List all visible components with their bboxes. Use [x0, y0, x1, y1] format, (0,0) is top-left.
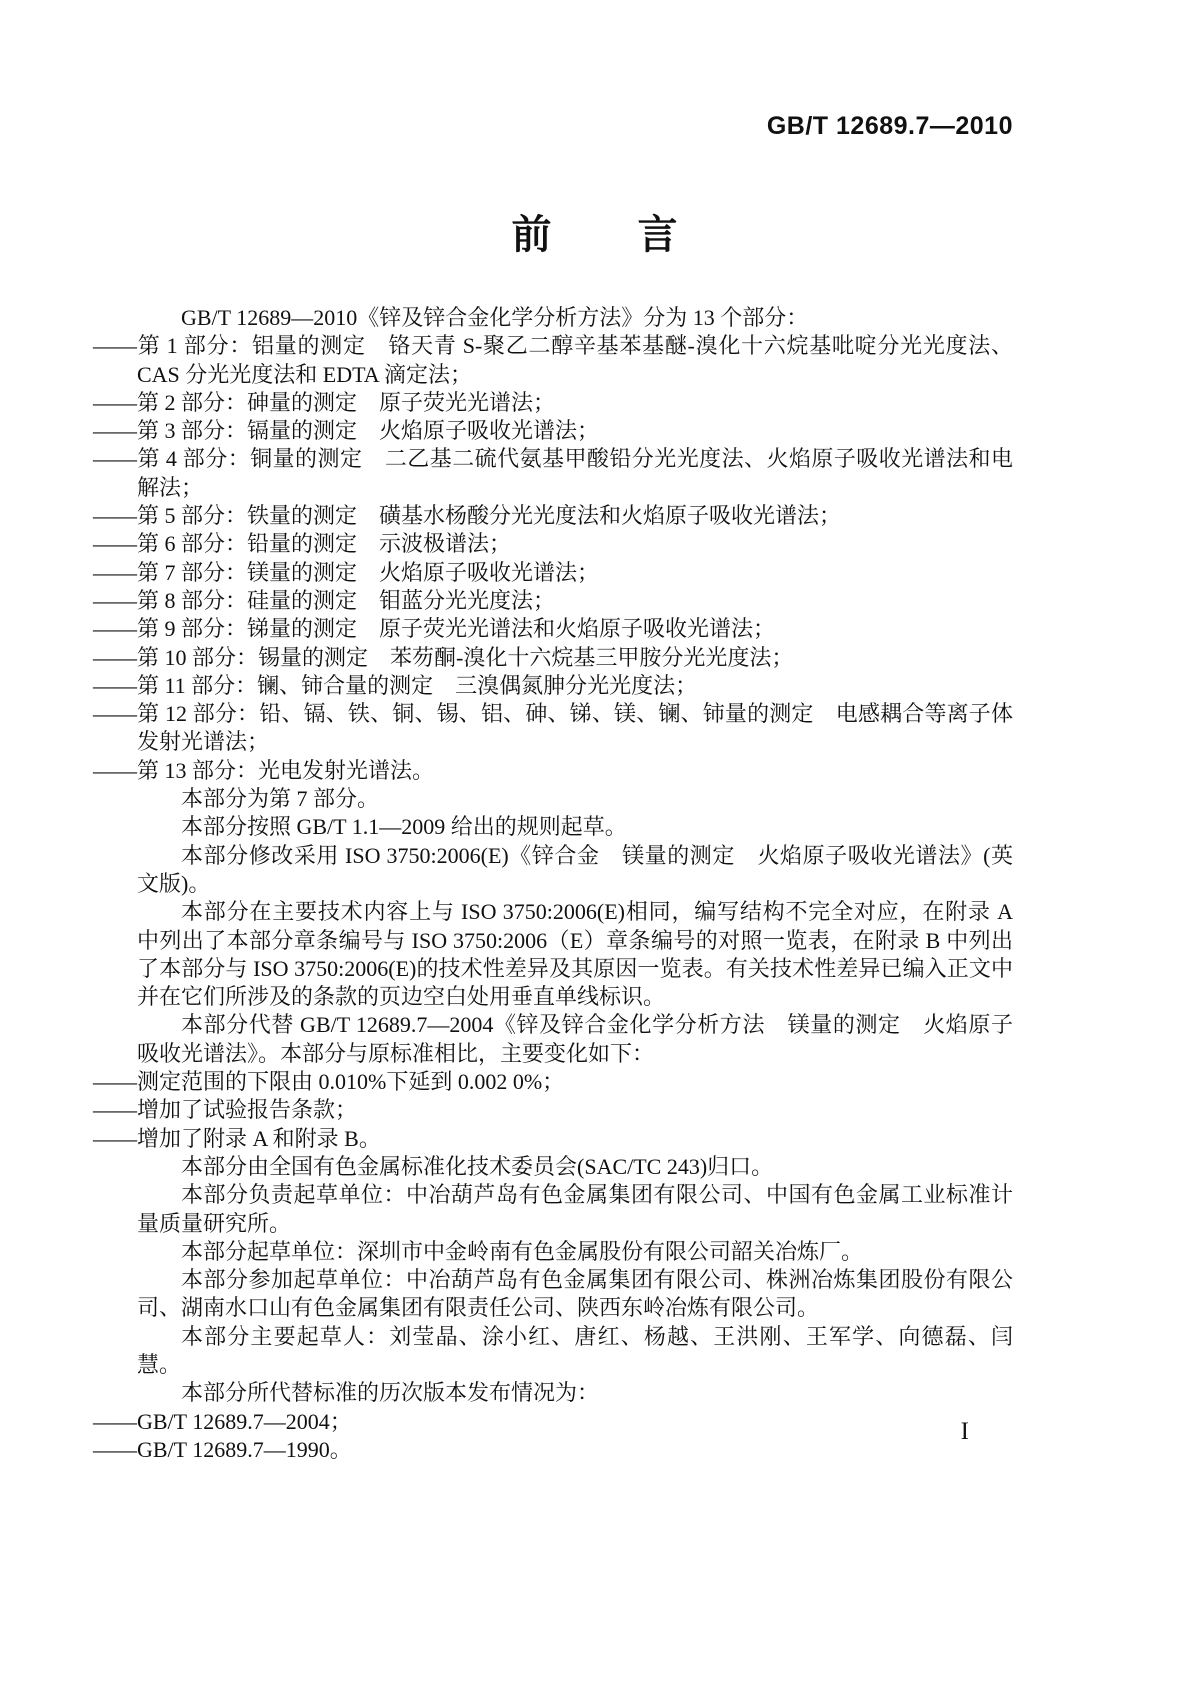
list-item-part-5: ——第 5 部分：铁量的测定 磺基水杨酸分光光度法和火焰原子吸收光谱法； [93, 503, 842, 529]
page-number: I [960, 1418, 969, 1445]
list-item-part-12: ——第 12 部分：铅、镉、铁、铜、锡、铝、砷、锑、镁、镧、铈量的测定 电感耦合等离子体 发射光谱法； [93, 701, 1036, 755]
list-item-edition-2004: ——GB/T 12689.7—2004； [93, 1408, 352, 1434]
page-title: 前 言 [511, 213, 680, 257]
list-item-change-3: ——增加了附录 A 和附录 B。 [93, 1125, 381, 1151]
list-item-part-1: ——第 1 部分：铝量的测定 铬天青 S-聚乙二醇辛基苯基醚-溴化十六烷基吡啶分光光度法、CAS 分光光度法和 EDTA 滴定法； [93, 333, 1013, 387]
paragraph-iso-differences: 本部分在主要技术内容上与 ISO 3750:2006(E)相同，编写结构不完全对应，在附录 A 中列出了本部分章条编号与 ISO 3750:2006（E）章条编号的对照一览表，在附录 B 中列出了本部分与 ISO 3750:2006(E)的技术性差异及其原因一览表。有关技术性差异已编入正文中并在它们所涉及的条款的页边空白处用垂直单线标识。 [137, 899, 1013, 1010]
list-item-part-7: ——第 7 部分：镁量的测定 火焰原子吸收光谱法； [93, 559, 600, 585]
list-item-edition-1990: ——GB/T 12689.7—1990。 [93, 1436, 352, 1462]
paragraph-drafters: 本部分主要起草人：刘莹晶、涂小红、唐红、杨越、王洪刚、王军学、向德磊、闫慧。 [137, 1323, 1013, 1377]
paragraph-drafting-rule: 本部分按照 GB/T 1.1—2009 给出的规则起草。 [181, 814, 627, 840]
paragraph-committee: 本部分由全国有色金属标准化技术委员会(SAC/TC 243)归口。 [181, 1153, 774, 1179]
list-item-part-4: ——第 4 部分：铜量的测定 二乙基二硫代氨基甲酸铅分光光度法、火焰原子吸收光谱法和电解法； [93, 446, 1013, 500]
paragraph-replaces: 本部分代替 GB/T 12689.7—2004《锌及锌合金化学分析方法 镁量的测定 火焰原子吸收光谱法》。本部分与原标准相比，主要变化如下： [137, 1012, 1013, 1066]
paragraph-intro: GB/T 12689—2010《锌及锌合金化学分析方法》分为 13 个部分： [181, 305, 809, 330]
list-item-part-13: ——第 13 部分：光电发射光谱法。 [93, 757, 435, 783]
list-item-change-2: ——增加了试验报告条款； [93, 1097, 358, 1123]
document-body [93, 304, 1036, 1464]
paragraph-this-part: 本部分为第 7 部分。 [181, 786, 380, 812]
list-item-part-8: ——第 8 部分：硅量的测定 钼蓝分光光度法； [93, 587, 556, 613]
list-item-part-3: ——第 3 部分：镉量的测定 火焰原子吸收光谱法； [93, 418, 600, 444]
list-item-change-1: ——测定范围的下限由 0.010%下延到 0.002 0%； [93, 1069, 565, 1095]
paragraph-previous-editions: 本部分所代替标准的历次版本发布情况为： [181, 1380, 600, 1406]
list-item-part-10: ——第 10 部分：锡量的测定 苯芴酮-溴化十六烷基三甲胺分光光度法； [93, 644, 794, 670]
standard-code: GB/T 12689.7—2010 [766, 112, 1013, 140]
paragraph-iso-adoption: 本部分修改采用 ISO 3750:2006(E)《锌合金 镁量的测定 火焰原子吸收光谱法》(英文版)。 [137, 842, 1013, 896]
list-item-part-9: ——第 9 部分：锑量的测定 原子荧光光谱法和火焰原子吸收光谱法； [93, 616, 776, 642]
list-item-part-6: ——第 6 部分：铅量的测定 示波极谱法； [93, 531, 512, 557]
paragraph-participating-orgs: 本部分参加起草单位：中冶葫芦岛有色金属集团有限公司、株洲冶炼集团股份有限公司、湖南水口山有色金属集团有限责任公司、陕西东岭冶炼有限公司。 [137, 1267, 1013, 1321]
list-item-part-2: ——第 2 部分：砷量的测定 原子荧光光谱法； [93, 389, 556, 415]
list-item-part-11: ——第 11 部分：镧、铈合量的测定 三溴偶氮胂分光光度法； [93, 672, 698, 698]
paragraph-drafting-org: 本部分起草单位：深圳市中金岭南有色金属股份有限公司韶关冶炼厂。 [181, 1238, 864, 1264]
paragraph-lead-drafting-org: 本部分负责起草单位：中冶葫芦岛有色金属集团有限公司、中国有色金属工业标准计量质量研究所。 [137, 1182, 1013, 1236]
